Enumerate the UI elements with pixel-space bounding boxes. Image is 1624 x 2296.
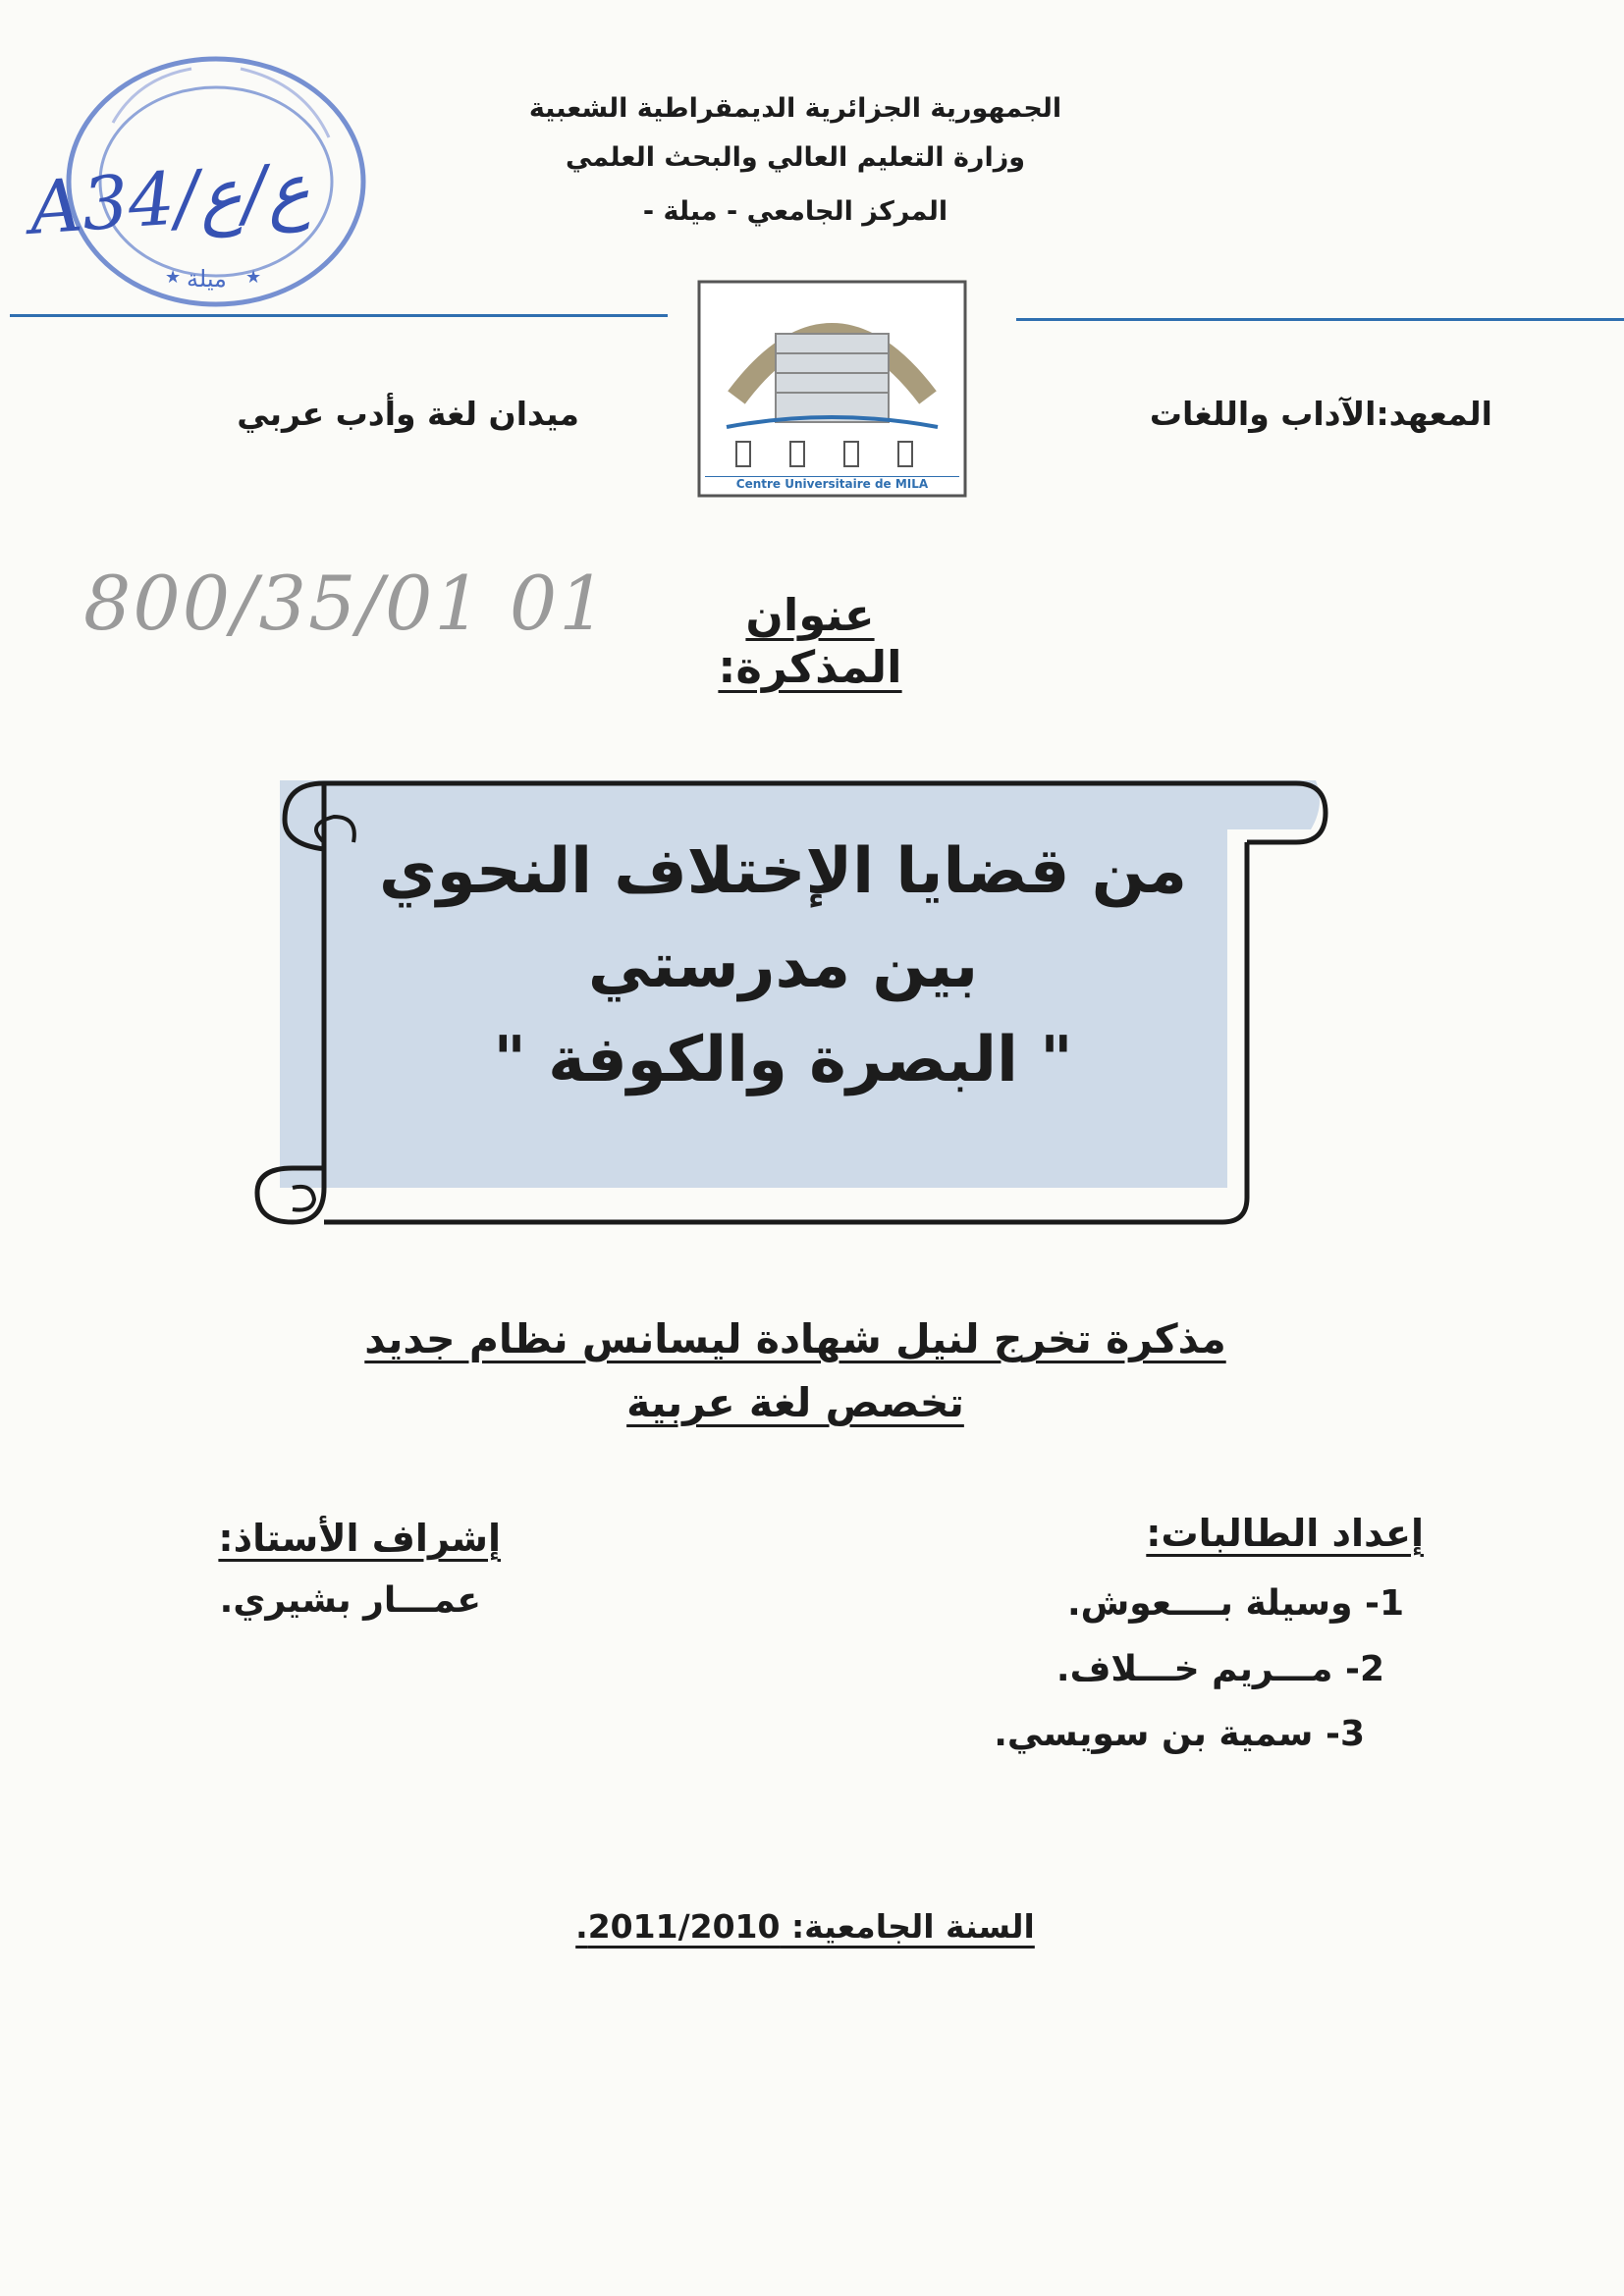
header-rule-right	[1016, 318, 1624, 321]
thesis-title-label: عنوان المذكرة:	[718, 589, 902, 693]
stamp-handwritten-code: A34/ع/ع	[27, 147, 313, 251]
header-rule-left	[10, 314, 668, 317]
degree-line-1: مذكرة تخرج لنيل شهادة ليسانس نظام جديد	[364, 1315, 1226, 1362]
degree-line-2: تخصص لغة عربية	[626, 1379, 964, 1426]
title-scroll-frame	[255, 775, 1311, 1237]
header-republic: الجمهورية الجزائرية الديمقراطية الشعبية	[528, 93, 1062, 124]
academic-year: السنة الجامعية: 2011/2010.	[575, 1907, 1035, 1946]
supervisor-label: إشراف الأستاذ:	[218, 1517, 501, 1560]
thesis-title-line-1: من قضايا الإختلاف النحوي	[379, 835, 1187, 908]
header-center: المركز الجامعي - ميلة -	[642, 196, 948, 227]
svg-text:★: ★	[165, 267, 182, 288]
thesis-title-line-2: بين مدرستي	[587, 930, 979, 1002]
shelf-number-note: 800/35/01 01	[83, 560, 609, 647]
logo-caption: Centre Universitaire de MILA	[705, 476, 959, 491]
institute-label: المعهد:الآداب واللغات	[1149, 395, 1492, 433]
student-item-3: 3- سمية بن سويسي.	[994, 1714, 1365, 1754]
field-label: ميدان لغة وأدب عربي	[237, 395, 579, 433]
supervisor-name: عمـــار بشيري.	[219, 1580, 481, 1621]
stamp-caption: ميلة	[187, 265, 227, 293]
student-item-1: 1- وسيلة بــــعوش.	[1066, 1583, 1404, 1624]
students-label: إعداد الطالبات:	[1146, 1512, 1424, 1555]
thesis-title	[255, 825, 1311, 1107]
thesis-title-line-3: " البصرة والكوفة "	[493, 1024, 1073, 1096]
header-ministry: وزارة التعليم العالي والبحث العلمي	[565, 142, 1026, 173]
svg-text:★: ★	[245, 267, 262, 288]
institution-stamp	[20, 29, 373, 334]
university-building-icon	[697, 280, 967, 498]
university-logo	[697, 280, 967, 498]
student-item-2: 2- مـــريم خـــلاف.	[1056, 1649, 1384, 1689]
